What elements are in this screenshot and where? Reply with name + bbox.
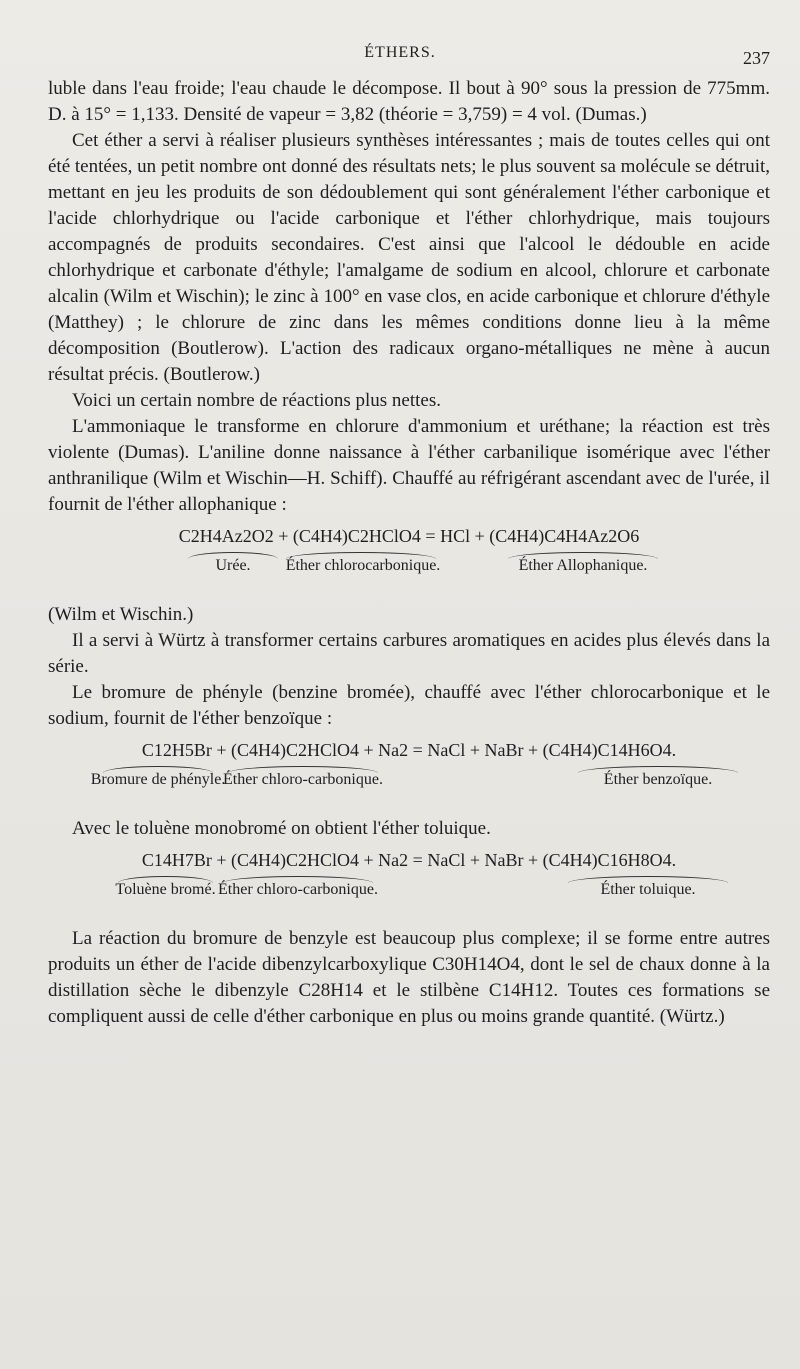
formula-label: Toluène bromé. (115, 881, 216, 898)
formula-label: Éther benzoïque. (603, 771, 713, 788)
paragraph: L'ammoniaque le transforme en chlorure d'ammonium et uréthane; la réaction est très violente (Dumas). L'aniline donne naissance à l'éther carbanilique isomérique avec l'éther anthranilique (Wilm et Wischin—H. Schiff). Chauffé au réfrigérant ascendant avec de l'urée, il fournit de l'éther allophanique : (48, 416, 770, 515)
running-title: ÉTHERS. (364, 44, 436, 61)
formula-label: Éther chloro-carbonique. (223, 771, 383, 788)
paragraph: Il a servi à Würtz à transformer certains carbures aromatiques en acides plus élevés dans la série. (48, 630, 770, 677)
paragraph: luble dans l'eau froide; l'eau chaude le décompose. Il bout à 90° sous la pression de 775mm. D. à 15° = 1,133. Densité de vapeur = 3,82 (théorie = 3,759) = 4 vol. (Dumas.) (48, 78, 770, 125)
formula-label: Éther toluique. (600, 881, 696, 898)
formula-label: Éther chlorocarbonique. (285, 557, 441, 574)
paragraph: Voici un certain nombre de réactions plus nettes. (72, 390, 441, 411)
paragraph: La réaction du bromure de benzyle est beaucoup plus complexe; il se forme entre autres produits un éther de l'acide dibenzylcarboxylique C30H14O4, dont le sel de chaux donne à la distillation sèche le dibenzyle C28H14 et le stilbène C14H12. Toutes ces formations se compliquent aussi de celle d'éther carbonique en plus ou moins grande quantité. (Würtz.) (48, 928, 770, 1027)
chemical-equation: C2H4Az2O2 + (C4H4)C2HClO4 = HCl + (C4H4)C4H4Az2O6 (178, 526, 640, 546)
formula-label: Bromure de phényle. (90, 771, 226, 788)
formula-label: Éther Allophanique. (518, 557, 648, 574)
formula-toluique (48, 848, 770, 920)
page-number: 237 (743, 48, 770, 68)
chemical-equation: C14H7Br + (C4H4)C2HClO4 + Na2 = NaCl + NaBr + (C4H4)C16H8O4. (141, 850, 677, 870)
formula-benzoique (48, 738, 770, 810)
chemical-equation: C12H5Br + (C4H4)C2HClO4 + Na2 = NaCl + NaBr + (C4H4)C14H6O4. (141, 740, 677, 760)
formula-label: Urée. (215, 557, 251, 574)
page-header (0, 44, 800, 68)
formula-allophanique (48, 524, 770, 596)
body-text (48, 76, 770, 1030)
formula-label: Éther chloro-carbonique. (218, 881, 378, 898)
paragraph: Cet éther a servi à réaliser plusieurs synthèses intéressantes ; mais de toutes celles qui ont été tentées, un petit nombre ont donné des résultats nets; le plus souvent sa molécule se détruit, mettant en jeu les produits de son dédoublement qui sont généralement l'éther carbonique et l'acide chlorhydrique ou l'acide carbonique et l'éther chlorhydrique, mais toujours accompagnés de produits secondaires. C'est ainsi que l'alcool le dédouble en acide chlorhydrique et carbonate d'éthyle; l'amalgame de sodium en alcool, chlorure et carbonate alcalin (Wilm et Wischin); le zinc à 100° en vase clos, en acide carbonique et chlorure d'éthyle (Matthey) ; le chlorure de zinc dans les mêmes conditions donne lieu à la même décomposition (Boutlerow). L'action des radicaux organo-métalliques ne mène à aucun résultat précis. (Boutlerow.) (48, 130, 770, 385)
paragraph: Avec le toluène monobromé on obtient l'éther toluique. (72, 818, 491, 839)
paragraph: Le bromure de phényle (benzine bromée), chauffé avec l'éther chlorocarbonique et le sodium, fournit de l'éther benzoïque : (48, 682, 770, 729)
paragraph: (Wilm et Wischin.) (48, 604, 194, 625)
